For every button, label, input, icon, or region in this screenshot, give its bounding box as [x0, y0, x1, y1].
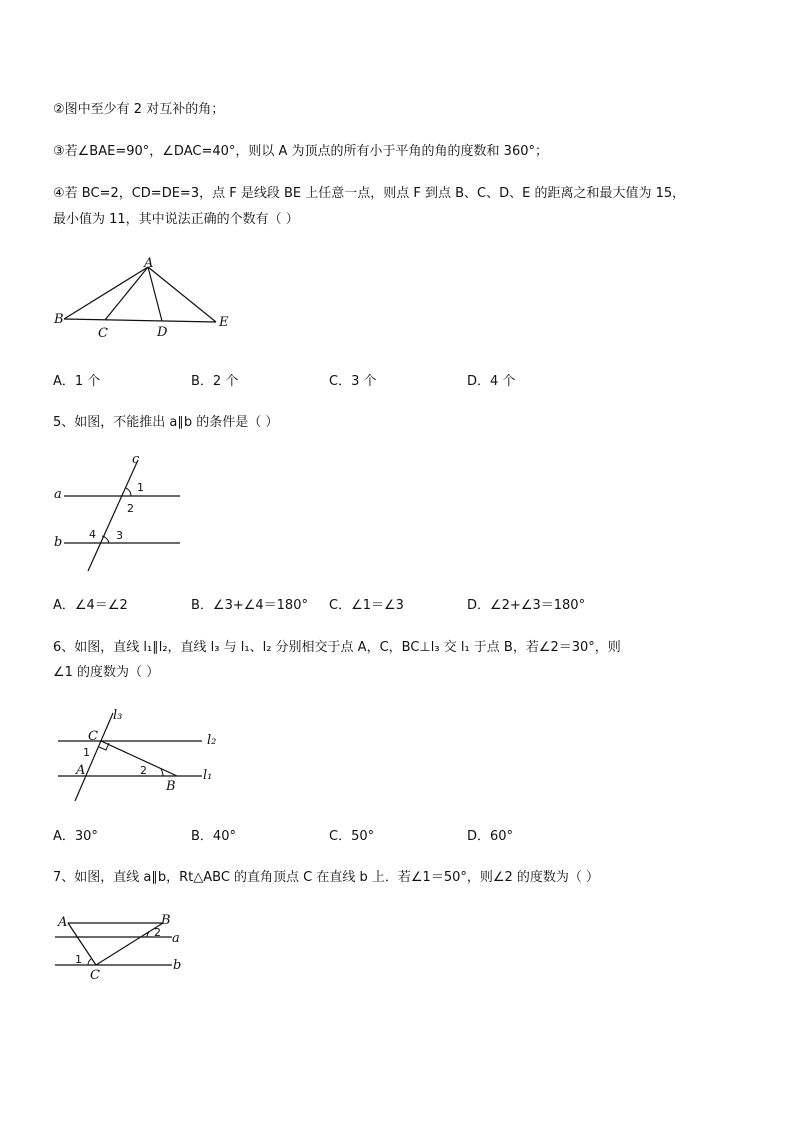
label-C: C [88, 729, 98, 744]
label-2: 2 [154, 926, 161, 939]
q4-option-a[interactable]: A．1 个 [53, 374, 101, 389]
segment-AC [68, 923, 96, 965]
label-A: A [58, 915, 68, 930]
label-b: b [54, 535, 63, 550]
q5-stem: 5、如图，不能推出 a∥b 的条件是（ ） [53, 415, 279, 430]
q6-stem-line1: 6、如图，直线 l₁∥l₂，直线 l₃ 与 l₁、l₂ 分别相交于点 A，C，BC⊥l₃ 交 l₁ 于点 B，若∠2＝30°，则 [53, 640, 621, 655]
q4-option-b[interactable]: B．2 个 [191, 374, 239, 389]
segment-AE [148, 267, 216, 322]
q7-stem: 7、如图，直线 a∥b，Rt△ABC 的直角顶点 C 在直线 b 上．若∠1＝50°，则∠2 的度数为（ ） [53, 870, 600, 885]
label-C: C [98, 326, 108, 341]
q5-option-c[interactable]: C．∠1＝∠3 [329, 598, 404, 613]
label-1: 1 [75, 953, 82, 966]
segment-BE [64, 319, 216, 322]
statement-2: ②图中至少有 2 对互补的角； [53, 102, 225, 117]
q6-stem-line2: ∠1 的度数为（ ） [53, 665, 160, 680]
q6-option-a[interactable]: A．30° [53, 829, 98, 844]
segment-AC [105, 267, 148, 320]
label-l2: l₂ [207, 733, 217, 748]
segment-AB [64, 267, 148, 319]
q5-figure [50, 450, 190, 575]
label-B: B [54, 312, 64, 327]
line-c [88, 460, 138, 571]
label-3: 3 [116, 529, 123, 542]
label-B: B [161, 913, 171, 928]
q4-option-c[interactable]: C．3 个 [329, 374, 377, 389]
q4-option-d[interactable]: D．4 个 [467, 374, 516, 389]
label-1: 1 [137, 481, 144, 494]
label-a: a [172, 931, 180, 946]
label-l3: l₃ [113, 708, 123, 723]
q5-option-d[interactable]: D．∠2+∠3＝180° [467, 598, 586, 613]
q4-figure [50, 255, 240, 345]
q6-option-d[interactable]: D．60° [467, 829, 514, 844]
label-l1: l₁ [203, 768, 213, 783]
label-a: a [54, 487, 62, 502]
segment-AD [148, 267, 162, 321]
angle-1-arc [88, 959, 91, 965]
label-C: C [90, 968, 100, 983]
segment-BC [96, 923, 163, 965]
label-D: D [157, 325, 168, 340]
statement-4-line2: 最小值为 11，其中说法正确的个数有（ ） [53, 212, 299, 227]
label-b: b [173, 958, 182, 973]
label-2: 2 [127, 502, 134, 515]
q6-option-b[interactable]: B．40° [191, 829, 236, 844]
statement-3: ③若∠BAE=90°，∠DAC=40°，则以 A 为顶点的所有小于平角的角的度数和 360°； [53, 144, 548, 159]
line-l3 [75, 713, 113, 801]
angle-1-arc [126, 488, 131, 496]
label-4: 4 [89, 528, 96, 541]
label-2: 2 [140, 764, 147, 777]
label-c: c [132, 452, 140, 467]
statement-4-line1: ④若 BC=2，CD=DE=3，点 F 是线段 BE 上任意一点，则点 F 到点 B、C、D、E 的距离之和最大值为 15， [53, 186, 686, 201]
q7-figure [50, 910, 195, 985]
segment-CB [101, 741, 177, 776]
label-1: 1 [83, 746, 90, 759]
q5-option-b[interactable]: B．∠3+∠4＝180° [191, 598, 308, 613]
q6-option-c[interactable]: C．50° [329, 829, 375, 844]
q5-option-a[interactable]: A．∠4＝∠2 [53, 598, 128, 613]
label-A: A [144, 256, 154, 271]
q6-figure [50, 703, 230, 803]
label-E: E [219, 315, 229, 330]
label-B: B [166, 779, 176, 794]
label-A: A [76, 763, 86, 778]
